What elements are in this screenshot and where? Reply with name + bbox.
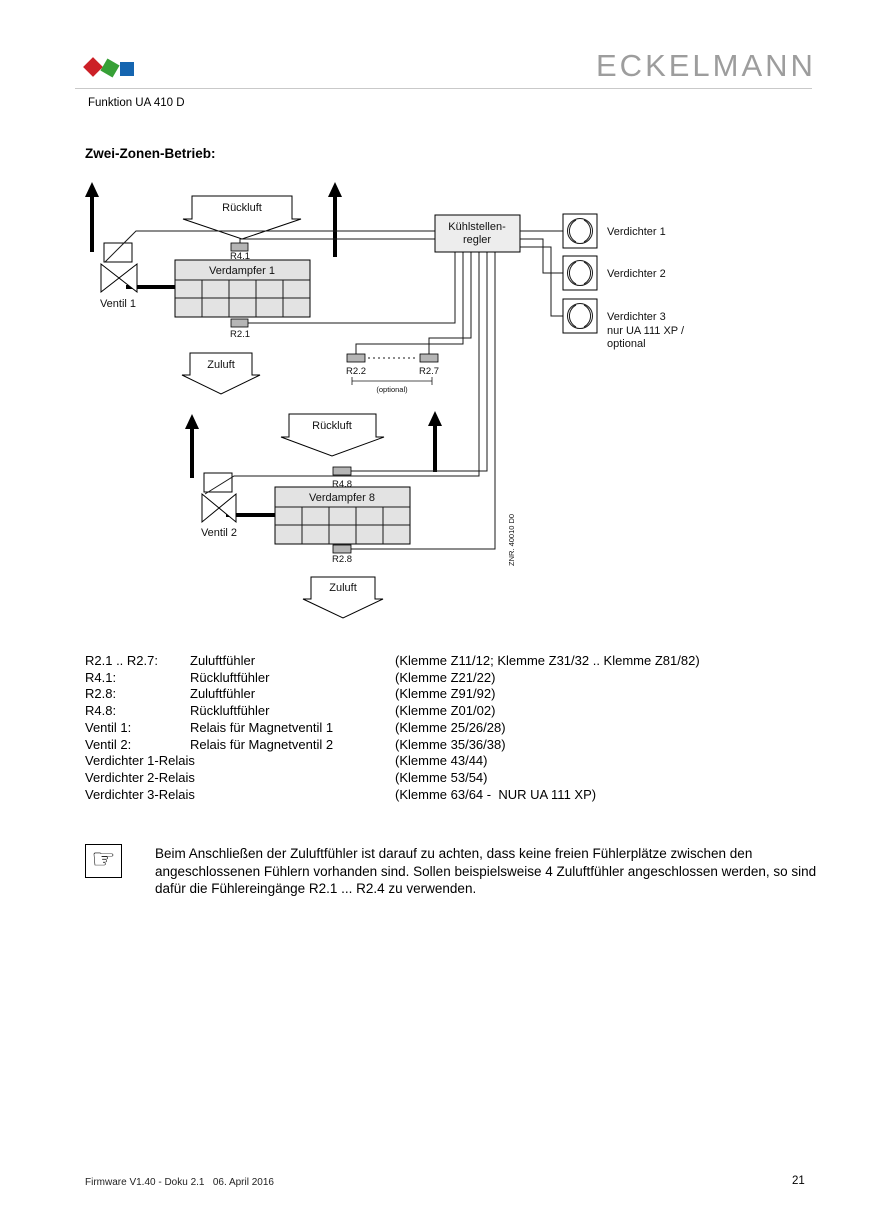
legend-desc: Relais für Magnetventil 1	[190, 719, 334, 735]
logo-red-diamond-icon	[83, 57, 103, 77]
wire-r41	[240, 239, 435, 244]
zuluft-zone1-label: Zuluft	[207, 359, 235, 371]
legend	[85, 653, 805, 803]
rueckluft-zone2-label: Rückluft	[312, 420, 352, 432]
evaporator-1-label: Verdampfer 1	[208, 265, 276, 277]
legend-code: Verdichter 2-Relais	[85, 769, 195, 785]
solenoid-symbol	[204, 473, 232, 492]
compressor-wires	[520, 231, 563, 316]
evaporator-1	[175, 260, 310, 317]
zuluft-zone2-label: Zuluft	[329, 582, 357, 594]
controller-label-line1: Kühlstellen-	[448, 221, 506, 233]
sensor-r27-label: R2.7	[418, 366, 440, 377]
compressor-3	[563, 299, 685, 350]
up-arrow-icon	[428, 411, 442, 426]
legend-desc: Rückluftfühler	[190, 703, 270, 719]
legend-row	[85, 686, 805, 703]
rueckluft-arrow-zone1	[183, 196, 301, 239]
legend-code: Verdichter 1-Relais	[85, 753, 195, 769]
suction-line-zone1-right	[328, 182, 342, 257]
logo-blue-square-icon	[120, 62, 134, 76]
note-box	[85, 844, 122, 878]
drawing-number: ZNR. 40010 D0	[507, 513, 516, 566]
legend-desc: Zuluftfühler	[190, 653, 256, 668]
eckelmann-logo-icon	[84, 56, 144, 82]
legend-klemme: (Klemme Z21/22)	[395, 669, 496, 685]
brand-wordmark: ECKELMANN	[596, 48, 816, 83]
valve-1	[100, 243, 137, 310]
header-divider	[75, 88, 812, 89]
legend-code: Ventil 1:	[85, 719, 132, 735]
legend-code: R4.8:	[85, 703, 117, 719]
legend-klemme: (Klemme 25/26/28)	[395, 719, 506, 735]
legend-klemme: (Klemme 63/64 - NUR UA 111 XP)	[395, 786, 597, 802]
legend-klemme: (Klemme 53/54)	[395, 769, 488, 785]
legend-desc: Zuluftfühler	[190, 686, 256, 702]
valve-2-label: Ventil 2	[200, 527, 238, 539]
two-zone-schematic	[0, 170, 870, 635]
legend-row	[85, 720, 805, 737]
evaporator-8-label: Verdampfer 8	[308, 492, 376, 504]
sensor-r22-label: R2.2	[345, 366, 367, 377]
document-label: Funktion UA 410 D	[88, 97, 185, 109]
sensor-r28-label: R2.8	[331, 554, 353, 565]
legend-code: Verdichter 3-Relais	[85, 786, 195, 802]
legend-desc	[190, 787, 395, 804]
optional-label: (optional)	[376, 385, 408, 394]
evaporator-8	[275, 487, 410, 544]
valve-2	[201, 473, 237, 539]
sensor-r21-label: R2.1	[229, 329, 251, 340]
logo-green-square-icon	[100, 58, 119, 77]
legend-klemme: (Klemme 35/36/38)	[395, 736, 506, 752]
legend-row	[85, 753, 805, 770]
legend-code: R2.1 .. R2.7:	[85, 653, 158, 668]
legend-code: Ventil 2:	[85, 736, 132, 752]
sensor-r41-label: R4.1	[229, 251, 251, 262]
wire-valve-1	[105, 231, 435, 262]
compressor-3-label: Verdichter 3	[607, 311, 666, 323]
legend-desc	[190, 753, 395, 770]
section-title: Zwei-Zonen-Betrieb:	[85, 146, 216, 161]
legend-row	[85, 787, 805, 804]
compressor-2-label: Verdichter 2	[607, 268, 666, 280]
page-number: 21	[792, 1175, 805, 1187]
compressor-1-label: Verdichter 1	[607, 226, 666, 238]
zuluft-arrow-zone1	[182, 353, 260, 394]
compressor-3-note2: optional	[607, 338, 646, 350]
legend-desc: Relais für Magnetventil 2	[190, 736, 334, 752]
sensor-r28	[332, 545, 352, 565]
dimension-line	[352, 377, 432, 385]
sensor-r48	[332, 467, 352, 490]
expansion-valve-symbol	[202, 494, 236, 522]
wire-r27	[429, 252, 471, 354]
sensor-r21	[230, 319, 250, 340]
sensor-r41	[230, 243, 250, 262]
valve-1-label: Ventil 1	[99, 298, 137, 310]
expansion-valve-symbol	[101, 264, 137, 292]
legend-code: R4.1:	[85, 669, 117, 685]
note-text: Beim Anschließen der Zuluftfühler ist darauf zu achten, dass keine freien Fühlerplätze zwischen den angeschlossenen Fühlern vorhanden sind. Sollen beispielsweise 4 Zuluftfühler angeschlossen werden, so sind dafür die Fühlereingänge R2.1 ... R2.4 zu verwenden.	[155, 846, 820, 896]
up-arrow-icon	[85, 182, 99, 197]
compressor-2	[563, 256, 666, 290]
legend-row	[85, 653, 805, 670]
controller-box	[435, 215, 520, 252]
legend-klemme: (Klemme Z11/12; Klemme Z31/32 .. Klemme Z81/82)	[395, 653, 700, 668]
up-arrow-icon	[328, 182, 342, 197]
suction-line-zone2-right	[428, 411, 442, 472]
legend-row	[85, 770, 805, 787]
rueckluft-arrow-zone2	[281, 414, 384, 456]
footer-version: Firmware V1.40 - Doku 2.1 06. April 2016	[85, 1177, 274, 1188]
pointing-hand-icon: ☞	[91, 843, 116, 874]
legend-code: R2.8:	[85, 686, 117, 702]
rueckluft-zone1-label: Rückluft	[222, 202, 262, 214]
sensors-r22-r27-optional	[346, 354, 439, 394]
legend-row	[85, 703, 805, 720]
legend-row	[85, 737, 805, 754]
controller-label-line2: regler	[462, 234, 492, 246]
legend-klemme: (Klemme Z01/02)	[395, 703, 496, 719]
legend-row	[85, 670, 805, 687]
suction-line-zone2-left	[185, 414, 199, 478]
compressor-3-note1: nur UA 111 XP /	[607, 325, 685, 337]
legend-desc	[190, 770, 395, 787]
up-arrow-icon	[185, 414, 199, 429]
legend-desc: Rückluftfühler	[190, 669, 270, 685]
wire-r22	[356, 252, 463, 354]
wire-compressor-2	[520, 239, 563, 273]
compressor-1	[563, 214, 666, 248]
legend-klemme: (Klemme 43/44)	[395, 753, 488, 769]
zuluft-arrow-zone2	[303, 577, 383, 618]
wire-compressor-3	[520, 247, 563, 316]
suction-line-zone1-left	[85, 182, 99, 252]
sensor-r48-label: R4.8	[331, 479, 353, 490]
legend-klemme: (Klemme Z91/92)	[395, 686, 496, 702]
